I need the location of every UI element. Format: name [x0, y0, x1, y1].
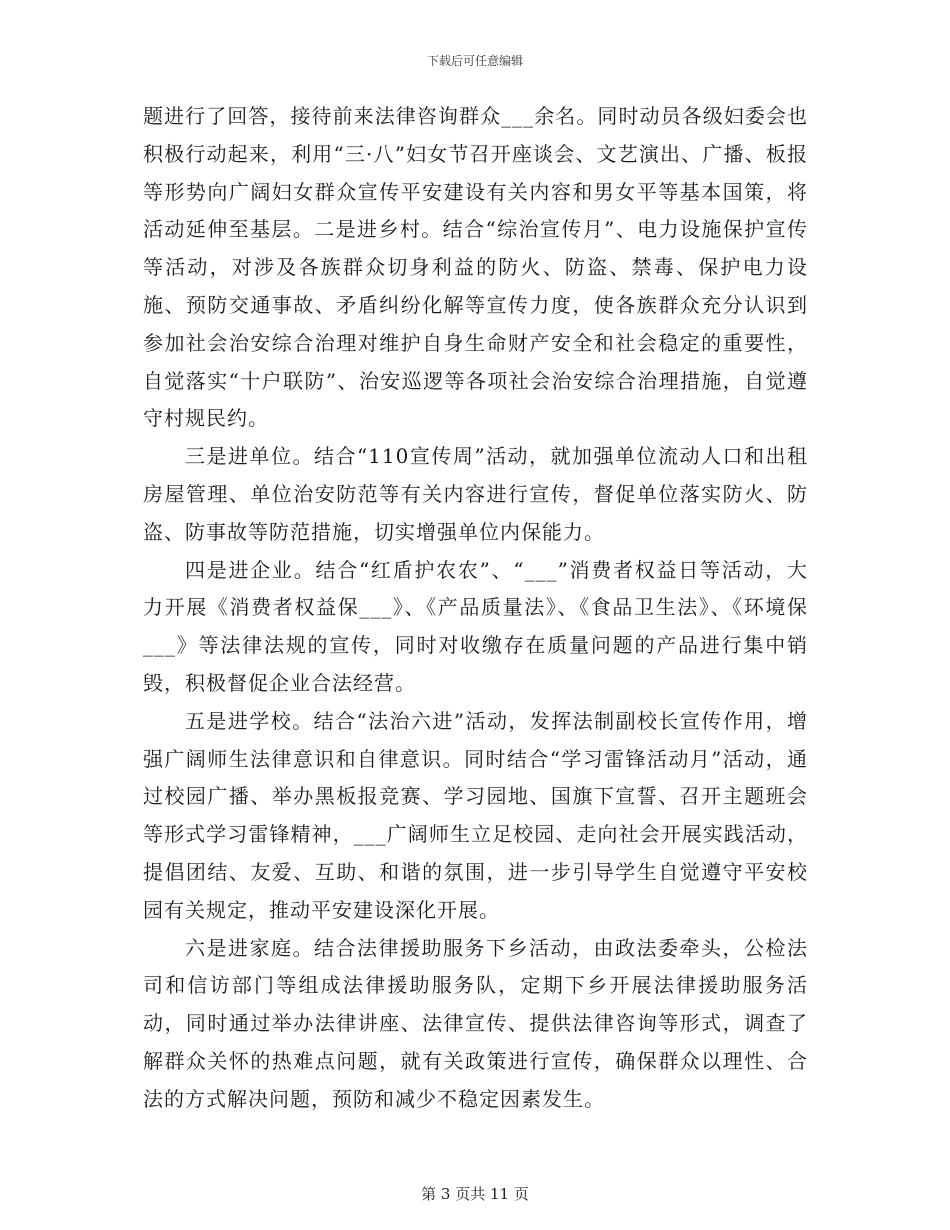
- paragraph-families: 六是进家庭。结合法律援助服务下乡活动，由政法委牵头，公检法司和信访部门等组成法律援助服务队，定期下乡开展法律援助服务活动，同时通过举办法律讲座、法律宣传、提供法律咨询等形式，调查了解群众关怀的热难点问题，就有关政策进行宣传，确保群众以理性、合法的方式解决问题，预防和减少不稳定因素发生。: [143, 935, 808, 1111]
- document-body: [143, 98, 808, 1119]
- page-number: 第 3 页共 11 页: [421, 1185, 529, 1203]
- page-header-note: 下载后可任意编辑: [426, 54, 523, 68]
- paragraph-enterprises: 四是进企业。结合“红盾护农农”、“___”消费者权益日等活动，大力开展《消费者权益保___》、《产品质量法》、《食品卫生法》、《环境保___》等法律法规的宣传，同时对收缴存在质量问题的产品进行集中销毁，积极督促企业合法经营。: [143, 557, 808, 695]
- paragraph-schools: 五是进学校。结合“法治六进”活动，发挥法制副校长宣传作用，增强广阔师生法律意识和自律意识。同时结合“学习雷锋活动月”活动，通过校园广播、举办黑板报竞赛、学习园地、国旗下宣誓、召开主题班会等形式学习雷锋精神，___广阔师生立足校园、走向社会开展实践活动，提倡团结、友爱、互助、和谐的氛围，进一步引导学生自觉遵守平安校园有关规定，推动平安建设深化开展。: [143, 708, 808, 922]
- paragraph-units: 三是进单位。结合“110宣传周”活动，就加强单位流动人口和出租房屋管理、单位治安防范等有关内容进行宣传，督促单位落实防火、防盗、防事故等防范措施，切实增强单位内保能力。: [143, 444, 808, 544]
- paragraph-continued: 题进行了回答，接待前来法律咨询群众___余名。同时动员各级妇委会也积极行动起来，利用“三·八”妇女节召开座谈会、文艺演出、广播、板报等形势向广阔妇女群众宣传平安建设有关内容和男女平等基本国策，将活动延伸至基层。二是进乡村。结合“综治宣传月”、电力设施保护宣传等活动，对涉及各族群众切身利益的防火、防盗、禁毒、保护电力设施、预防交通事故、矛盾纠纷化解等宣传力度，使各族群众充分认识到参加社会治安综合治理对维护自身生命财产安全和社会稳定的重要性，自觉落实“十户联防”、治安巡逻等各项社会治安综合治理措施，自觉遵守村规民约。: [143, 104, 808, 431]
